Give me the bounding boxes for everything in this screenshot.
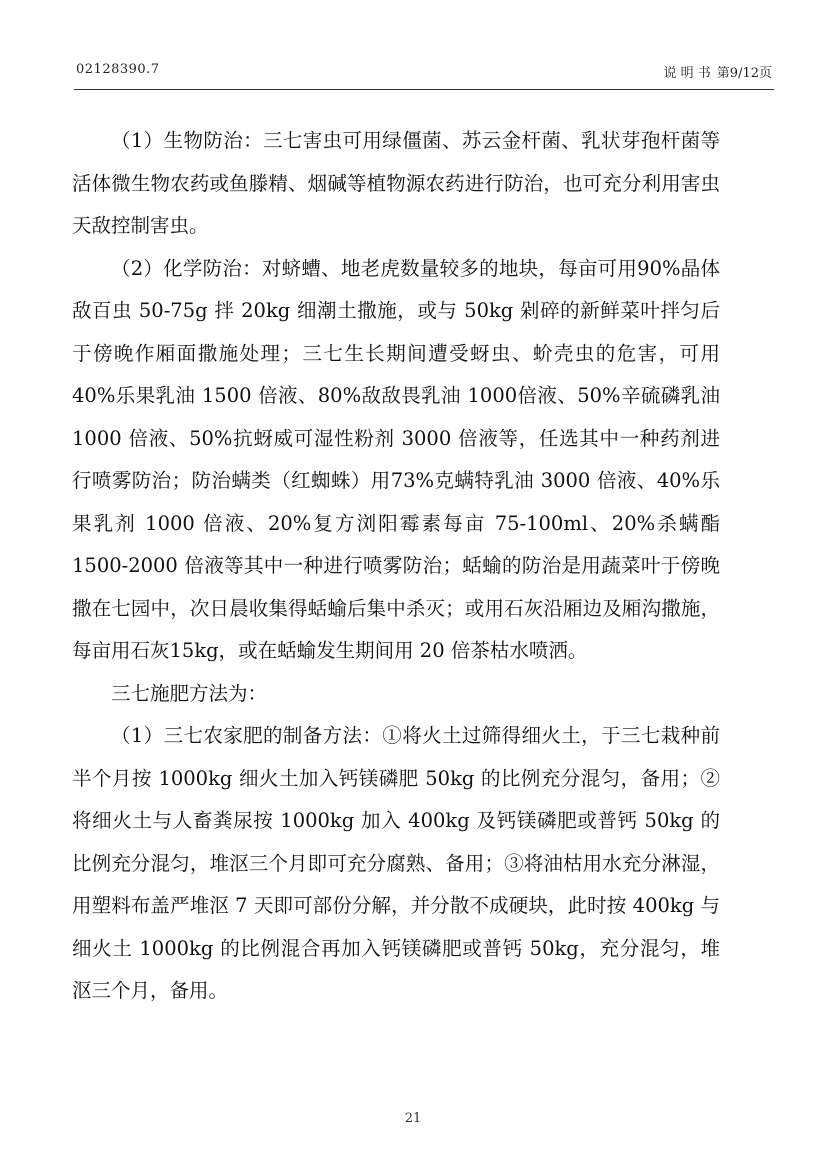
header-rule [74, 89, 774, 90]
document-body [72, 120, 720, 1013]
paragraph-biological-control: （1）生物防治：三七害虫可用绿僵菌、苏云金杆菌、乳状芽孢杆菌等活体微生物农药或鱼滕精、烟碱等植物源农药进行防治，也可充分利用害虫天敌控制害虫。 [72, 129, 720, 237]
page-info: 第9/12页 [716, 66, 772, 81]
paragraph-chemical-control: （2）化学防治：对蛴螬、地老虎数量较多的地块，每亩可用90%晶体敌百虫 50-75g 拌 20kg 细潮土撒施，或与 50kg 剁碎的新鲜菜叶拌匀后于傍晚作厢面撒施处理；三七生长期间遭受蚜虫、蚧壳虫的危害，可用 40%乐果乳油 1500 倍液、80%敌敌畏乳油 1000倍液、50%辛硫磷乳油 1000 倍液、50%抗蚜威可湿性粉剂 3000 倍液等，任选其中一种药剂进行喷雾防治；防治螨类（红蜘蛛）用73%克螨特乳油 3000 倍液、40%乐果乳剂 1000 倍液、20%复方浏阳霉素每亩 75-100ml、20%杀螨酯 1500-2000 倍液等其中一种进行喷雾防治；蛞蝓的防治是用蔬菜叶于傍晚撒在七园中，次日晨收集得蛞蝓后集中杀灭；或用石灰沿厢边及厢沟撒施，每亩用石灰15kg，或在蛞蝓发生期间用 20 倍茶枯水喷洒。 [72, 256, 720, 662]
page-header [76, 62, 772, 86]
page-number: 21 [404, 1111, 422, 1126]
document-type-label [658, 62, 772, 81]
paragraph-manure-preparation: （1）三七农家肥的制备方法：①将火土过筛得细火土，于三七栽种前半个月按 1000kg 细火土加入钙镁磷肥 50kg 的比例充分混匀，备用；②将细火土与人畜粪尿按 1000kg 加入 400kg 及钙镁磷肥或普钙 50kg 的比例充分混匀，堆沤三个月即可充分腐熟、备用；③将油枯用水充分淋湿，用塑料布盖严堆沤 7 天即可部份分解，并分散不成硬块，此时按 400kg 与细火土 1000kg 的比例混合再加入钙镁磷肥或普钙 50kg，充分混匀，堆沤三个月，备用。 [72, 724, 720, 1002]
application-number: 02128390.7 [76, 62, 160, 77]
doc-type-text: 说 明 书 [663, 66, 711, 81]
paragraph-fertilization-intro: 三七施肥方法为： [111, 681, 268, 705]
